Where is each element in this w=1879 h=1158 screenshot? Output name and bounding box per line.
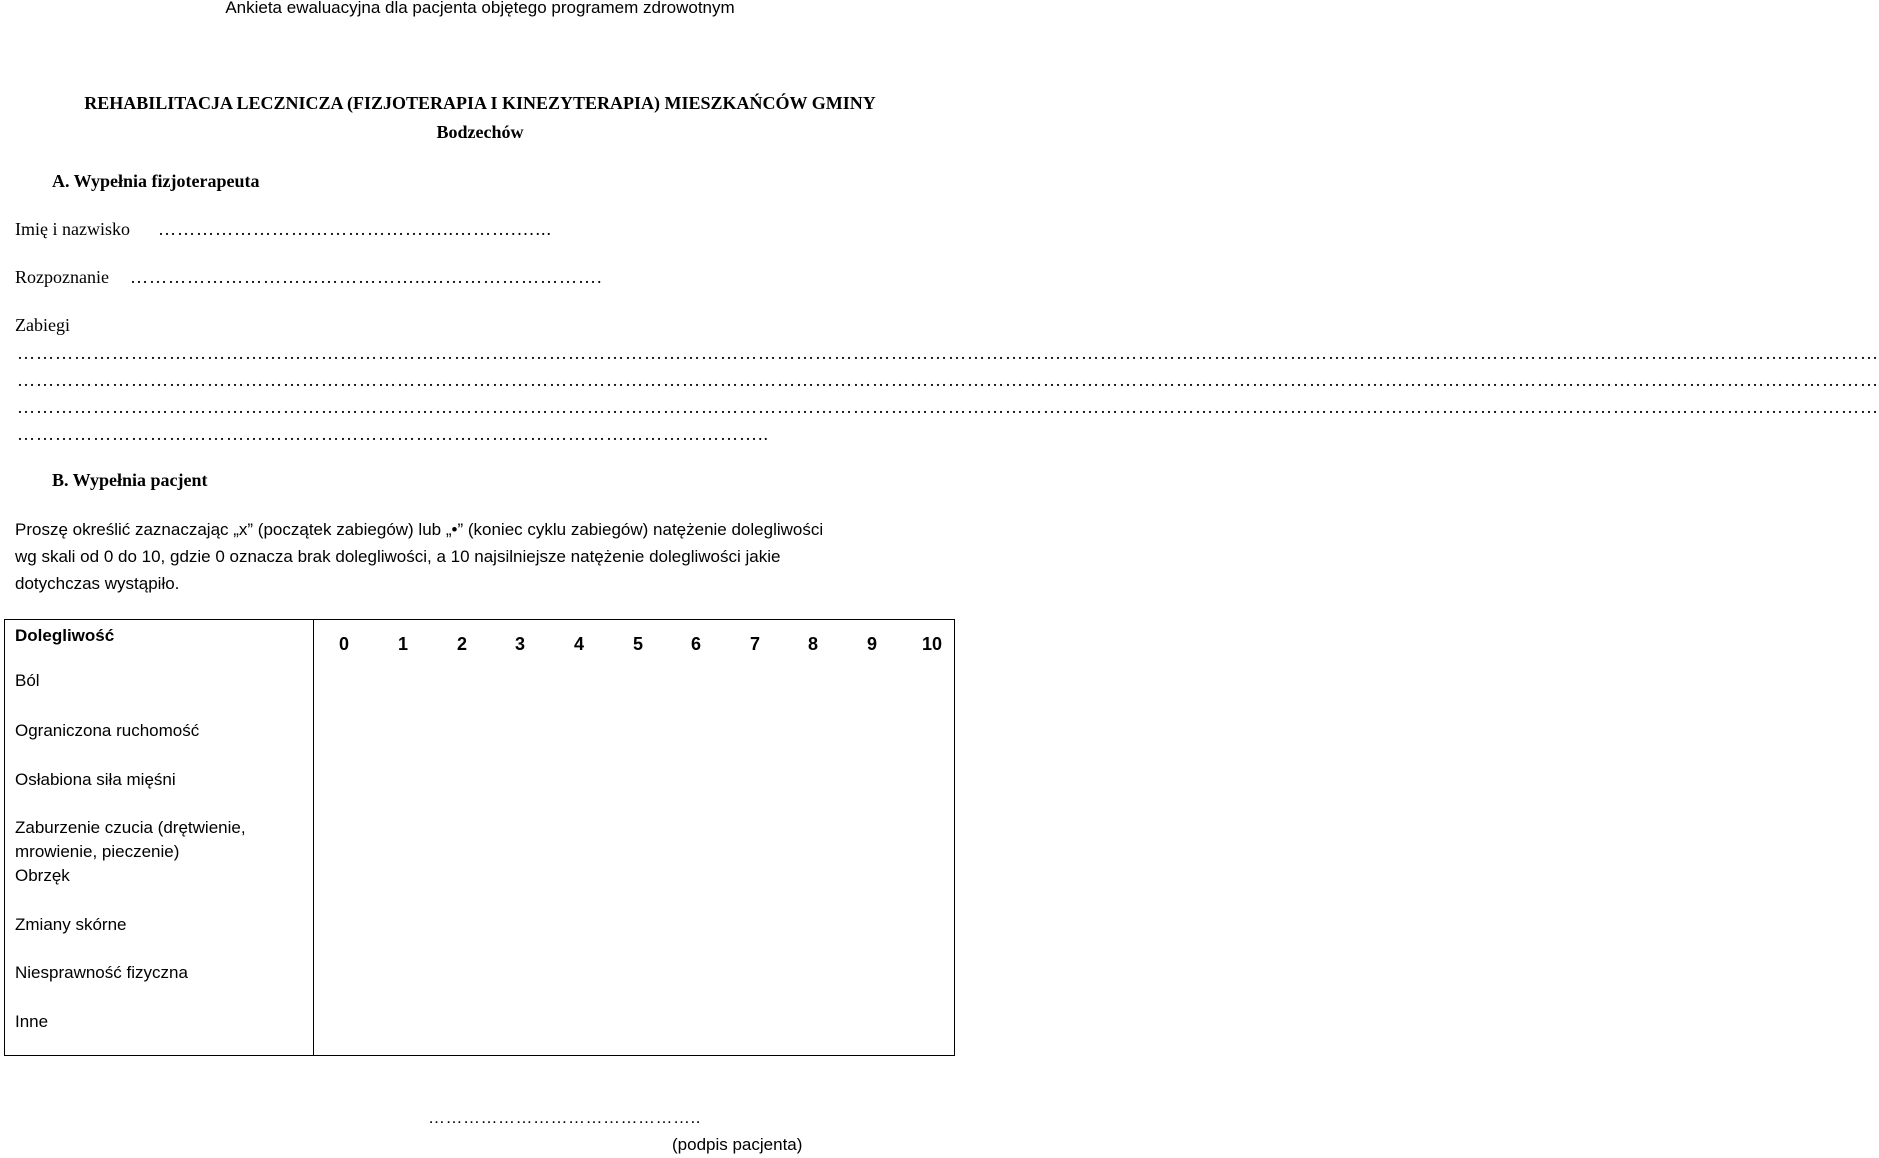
signature-label: (podpis pacjenta) bbox=[672, 1135, 803, 1154]
scale-value: 0 bbox=[338, 634, 349, 654]
form-header: Ankieta ewaluacyjna dla pacjenta objętego programem zdrowotnym bbox=[225, 0, 735, 17]
instruction-line: Proszę określić zaznaczając „x” (początek zabiegów) lub „•” (koniec cyklu zabiegów) natężenie dolegliwości bbox=[15, 520, 824, 539]
symptom-table bbox=[4, 619, 955, 1056]
scale-value: 6 bbox=[690, 634, 701, 654]
symptom-label-column bbox=[5, 620, 314, 1056]
scale-value: 9 bbox=[866, 634, 877, 654]
diagnosis-field[interactable]: ………………………………………..………………………. bbox=[130, 267, 603, 287]
symptom-row-label: mrowienie, pieczenie) bbox=[15, 842, 180, 861]
treatments-line[interactable]: ……………………………………………………………………………………………………….. bbox=[17, 424, 769, 444]
name-label: Imię i nazwisko bbox=[15, 219, 130, 239]
scale-value: 8 bbox=[807, 634, 818, 654]
symptom-row-label: Osłabiona siła mięśni bbox=[15, 770, 176, 789]
scale-value: 1 bbox=[397, 634, 408, 654]
treatments-line[interactable]: …………………………………………………………………………………………………………………………………………………………………………………………………………………………………………………………………… bbox=[17, 370, 1879, 390]
scale-value: 3 bbox=[514, 634, 525, 654]
section-a-heading: A. Wypełnia fizjoterapeuta bbox=[52, 171, 260, 191]
symptom-row-label: Niesprawność fizyczna bbox=[15, 963, 188, 982]
section-b-heading: B. Wypełnia pacjent bbox=[52, 470, 208, 490]
instruction-line: wg skali od 0 do 10, gdzie 0 oznacza brak dolegliwości, a 10 najsilniejsze natężenie dolegliwości jakie bbox=[15, 547, 781, 566]
table-header-label: Dolegliwość bbox=[15, 626, 115, 645]
form-title: REHABILITACJA LECZNICZA (FIZJOTERAPIA I KINEZYTERAPIA) MIESZKAŃCÓW GMINY bbox=[84, 93, 876, 113]
rating-area[interactable] bbox=[314, 620, 955, 1056]
treatments-line[interactable]: …………………………………………………………………………………………………………………………………………………………………………………………………………………………………………………………………… bbox=[17, 343, 1879, 363]
symptom-row-label: Obrzęk bbox=[15, 866, 70, 885]
scale-value: 7 bbox=[749, 634, 760, 654]
symptom-row-label: Zaburzenie czucia (drętwienie, bbox=[15, 818, 246, 837]
form-subtitle: Bodzechów bbox=[436, 122, 524, 142]
symptom-row-label: Ból bbox=[15, 671, 40, 690]
scale-value: 10 bbox=[921, 634, 943, 654]
signature-line[interactable]: ……………………………………….. bbox=[428, 1108, 701, 1127]
scale-value: 4 bbox=[573, 634, 584, 654]
symptom-row-label: Ograniczona ruchomość bbox=[15, 721, 200, 740]
instruction-line: dotychczas wystąpiło. bbox=[15, 574, 180, 593]
diagnosis-label: Rozpoznanie bbox=[15, 267, 109, 287]
symptom-row-label: Inne bbox=[15, 1012, 49, 1031]
scale-value: 5 bbox=[632, 634, 643, 654]
symptom-row-label: Zmiany skórne bbox=[15, 915, 127, 934]
name-field[interactable]: ………………………………………..……….…... bbox=[158, 219, 552, 239]
treatments-line[interactable]: …………………………………………………………………………………………………………………………………………………………………………………………………………………………………………………………………… bbox=[17, 397, 1879, 417]
scale-value: 2 bbox=[456, 634, 467, 654]
treatments-label: Zabiegi bbox=[15, 315, 70, 335]
